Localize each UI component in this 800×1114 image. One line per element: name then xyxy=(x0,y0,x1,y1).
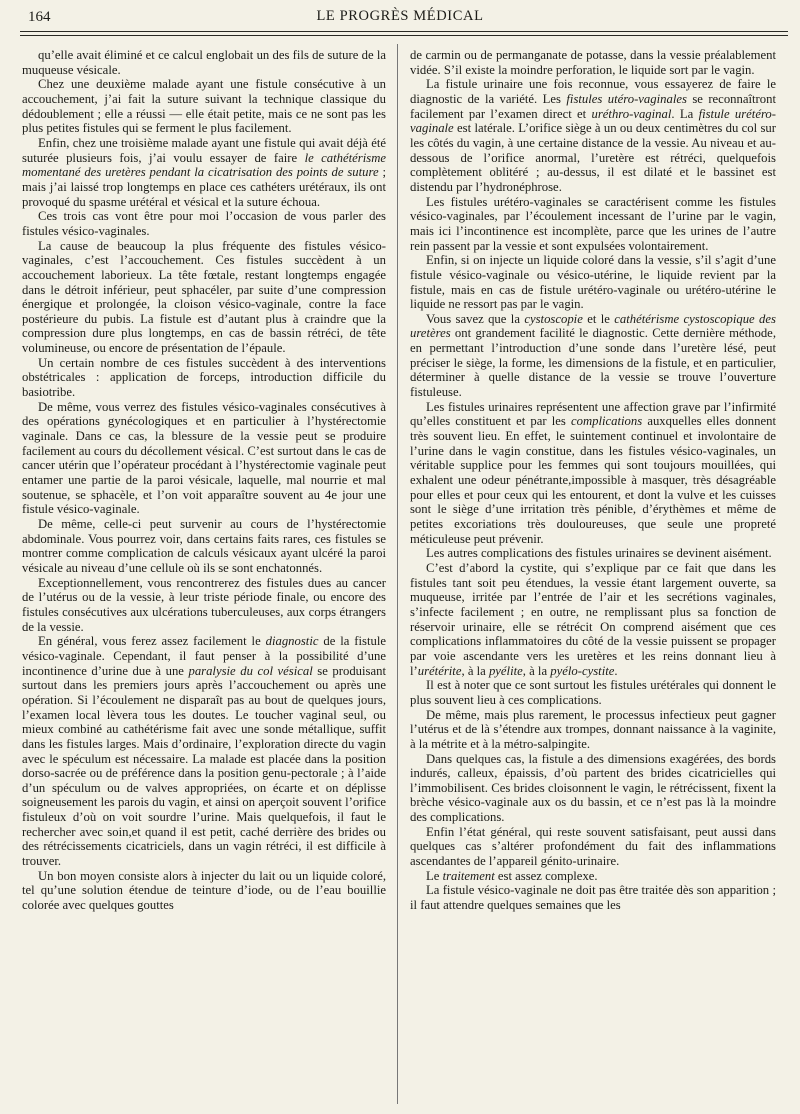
header-rule-thin xyxy=(20,35,788,36)
paragraph-text: Dans quelques cas, la fistule a des dimensions exagérées, des bords indurés, calleux, épaissis, d’où partent des brides cicatricielles qui l’immobilisent. Ces brides cloisonnent le vagin, le rétrécissent, fixent la brèche vésico-vaginale aux os du bassin, et ce n’est pas là la moindre des complications. xyxy=(410,751,776,825)
paragraph-text: Chez une deuxième malade ayant une fistule consécutive à un accouchement, j’ai fait la suture suivant la technique classique du dédoublement ; elle a réussi — elle était petite, mais ce ne sont pas les plus petites fistules qui se ferment le plus facilement. xyxy=(22,77,386,136)
paragraph-text: et le xyxy=(582,311,615,326)
paragraph-text: se produisant surtout dans les premiers jours après l’accouchement ou après une opération. Si l’écoulement ne disparaît pas au bout de quelques jours, l’examen local lèvera tous les doutes. Le toucher vaginal seul, ou mieux combiné au cathétérisme fait avec une sonde métallique, suffit dans les fistules larges. Mais d’ordinaire, l’exploration directe du vagin avec le spéculum est nécessaire. La malade est placée dans la position dorso-sacrée ou de préférence dans la position genu-pectorale ; à l’aide d’un spéculum ou de valves appropriées, on écarte et on déplisse soigneusement les parois du vagin, et ainsi on aperçoit souvent l’orifice fistuleux d’où on voit sourdre l’urine. Mais quelquefois, il faut le rechercher avec soin,et quand il est petit, caché derrière des brides ou des rétrécissements cicatriciels, dans un vagin rétréci, il est difficile à trouver. xyxy=(22,663,386,869)
right-column xyxy=(410,48,776,913)
paragraph-text: C’est d’abord la cystite, qui s’explique par ce fait que dans les fistules tant soit peu étendues, la vessie étant largement ouverte, sa muqueuse, irritée par l’entrée de l’air et les secrétions vaginales, s’infecte facilement ; en outre, ne remplissant plus sa fonction de réservoir urinaire, elle se rétrécit On comprend aisément que ces complications inflammatoires du côté de la vessie puissent se propager par voie ascendante vers les uretères et les reins donnant lieu à l’ xyxy=(410,560,776,678)
paragraph-text: . La xyxy=(671,106,699,121)
paragraph xyxy=(410,561,776,678)
paragraph xyxy=(22,239,386,356)
page-number: 164 xyxy=(28,9,51,25)
paragraph-text: Enfin, chez une troisième malade ayant une fistule qui avait déjà été suturée plusieurs fois, j’ai voulu essayer de faire xyxy=(22,135,386,165)
paragraph-text: La fistule urinaire une fois reconnue, vous essayerez de faire le diagnostic de la variété. Les xyxy=(410,77,776,106)
paragraph xyxy=(410,883,776,912)
paragraph-text: Les fistules urétéro-vaginales se caractérisent comme les fistules vésico-vaginales, par l’écoulement incessant de l’urine par le vagin, mais ici l’incontinence est incomplète, parce que les urines de l’autre rein passent par la vessie et sont expulsées volontairement. xyxy=(410,194,776,253)
italic-text: complications xyxy=(571,414,643,429)
paragraph-text: est latérale. L’orifice siège à un ou deux centimètres du col sur les côtés du vagin, à une certaine distance de la vessie. Au niveau et au-dessous de l’orifice anormal, l’uretère est rétréci, quelquefois complètement oblitéré ; au-dessus, il est dilaté et le bassinet est distendu par l’hydronéphrose. xyxy=(410,121,776,194)
paragraph xyxy=(410,400,776,547)
paragraph-text: De même, celle-ci peut survenir au cours de l’hystérectomie abdominale. Vous pourrez voir, dans certains faits rares, ces fistules se montrer comme complication de calculs vésicaux ayant ulcéré la paroi vésicale au niveau d’une cellule où ils se sont enchatonnés. xyxy=(22,517,386,575)
paragraph-text: Exceptionnellement, vous rencontrerez des fistules dues au cancer de l’utérus ou de la vessie, à leur triste période finale, ou encore des fistules consécutives aux ulcérations tuberculeuses, aux corps étrangers de la vessie. xyxy=(22,575,386,634)
paragraph-text: Vous savez que la xyxy=(426,311,525,326)
paragraph-text: Un bon moyen consiste alors à injecter du lait ou un liquide coloré, tel qu’une solution étendue de teinture d’iode, ou de l’eau bouillie colorée avec quelques gouttes xyxy=(22,868,386,913)
paragraph-text: qu’elle avait éliminé et ce calcul englobait un des fils de suture de la muqueuse vésicale. xyxy=(22,48,386,77)
italic-text: pyélo-cystite xyxy=(550,663,615,678)
paragraph xyxy=(22,136,386,209)
paragraph-text: de la fistule vésico-vaginale. Cependant, il faut penser à la possibilité d’une incontinence d’urine due à une xyxy=(22,634,386,678)
paragraph xyxy=(410,752,776,825)
paragraph xyxy=(22,576,386,635)
paragraph-text: , à la xyxy=(461,663,489,678)
paragraph xyxy=(410,869,776,884)
italic-text: paralysie du col vésical xyxy=(188,663,313,678)
paragraph-text: Enfin l’état général, qui reste souvent satisfaisant, peut aussi dans quelques cas s’altérer profondément du fait des inflammations ascendantes de l’appareil génito-urinaire. xyxy=(410,824,776,869)
paragraph-text: De même, vous verrez des fistules vésico-vaginales consécutives à des opérations gynécologiques et en particulier à l’hystérectomie vaginale. Dans ce cas, la blessure de la vessie peut se produire facilement au cours du décollement vésical. C’est surtout dans le cas de cancer utérin que l’opérateur procédant à l’hystérectomie vaginale peut entamer une partie de la paroi vésicale, laquelle, mal nourrie et mal soutenue, se sphacèle, et l’on voit apparaître souvent au 4e jour une fistule vésico-vaginale. xyxy=(22,399,386,517)
paragraph xyxy=(410,195,776,254)
italic-text: pyélite xyxy=(488,663,523,678)
paragraph xyxy=(410,546,776,561)
paragraph-text: Enfin, si on injecte un liquide coloré dans la vessie, s’il s’agit d’une fistule vésico-vaginale ou vésico-utérine, le liquide revient par la fistule, mais en cas de fistule urétéro-vaginale ou urétéro-utérine le liquide ne ressort pas par le vagin. xyxy=(410,253,776,312)
italic-text: uréthro-vaginal xyxy=(591,106,672,121)
italic-text: cathétérisme cystoscopique des uretères xyxy=(410,311,776,341)
paragraph xyxy=(22,634,386,869)
paragraph-text: auxquelles elles donnent très souvent lieu. En effet, le suintement continuel et involontaire de l’urine dans le vagin constitue, dans les fistules vésico-vaginales, un véritable supplice pour les femmes qui sont toujours mouillées, qui exhalent une odeur pénétrante,impossible à masquer, très désagréable pour elles et pour ceux qui les entourent, et dont la vulve et les cuisses sont le siège d’une irritation très pénible, d’érythèmes et même de petites excoriations très douloureuses, que seule une propreté méticuleuse peut prévenir. xyxy=(410,414,776,546)
header-rule-thick xyxy=(20,31,788,32)
page-header xyxy=(0,0,800,40)
paragraph-text: La fistule vésico-vaginale ne doit pas être traitée dès son apparition ; il faut attendre quelques semaines que les xyxy=(410,883,776,913)
paragraph xyxy=(22,869,386,913)
paragraph xyxy=(410,708,776,752)
paragraph-text: Le xyxy=(426,868,443,883)
italic-text: cystoscopie xyxy=(524,311,583,326)
italic-text: le cathétérisme momentané des uretères pendant la cicatrisation des points de suture xyxy=(22,150,387,180)
paragraph-text: De même, mais plus rarement, le processus infectieux peut gagner l’utérus et de là s’étendre aux trompes, donnant naissance à la vaginite, à la métrite et à la métro-salpingite. xyxy=(410,707,776,751)
paragraph-text: . xyxy=(614,663,618,678)
paragraph xyxy=(410,825,776,869)
paragraph-text: Ces trois cas vont être pour moi l’occasion de vous parler des fistules vésico-vaginales. xyxy=(22,209,386,238)
italic-text: fistule urétéro-vaginale xyxy=(410,106,776,136)
paragraph xyxy=(410,678,776,707)
italic-text: urétérite xyxy=(417,663,462,678)
paragraph-text: Un certain nombre de ces fistules succèdent à des interventions obstétricales : application de forceps, introduction difficile du basiotribe. xyxy=(22,355,386,400)
paragraph xyxy=(22,517,386,576)
left-column xyxy=(22,48,386,913)
paragraph xyxy=(22,77,386,136)
paragraph xyxy=(410,253,776,312)
italic-text: traitement xyxy=(442,868,495,883)
paragraph-text: de carmin ou de permanganate de potasse, dans la vessie préalablement vidée. S’il existe la moindre perforation, le liquide sort par le vagin. xyxy=(410,48,776,77)
paragraph-text: ont grandement facilité le diagnostic. Cette dernière méthode, en permettant l’introduction d’une sonde dans l’uretère lésé, peut préciser le siège, la forme, les dimensions de la fistule, et en particulier, déterminer à quelle distance de la vessie se trouve l’ouverture fistuleuse. xyxy=(410,326,776,400)
italic-text: fistules utéro-vaginales xyxy=(566,91,687,106)
paragraph-text: Les fistules urinaires représentent une affection grave par l’infirmité qu’elles constituent et par les xyxy=(410,399,776,429)
paragraph xyxy=(22,209,386,238)
paragraph xyxy=(410,77,776,194)
paragraph-text: se reconnaîtront facilement par l’examen direct et xyxy=(410,91,776,121)
column-divider xyxy=(397,44,398,1104)
running-title: LE PROGRÈS MÉDICAL xyxy=(316,8,484,24)
paragraph xyxy=(22,356,386,400)
paragraph xyxy=(410,48,776,77)
paragraph xyxy=(22,400,386,517)
paragraph-text: Il est à noter que ce sont surtout les fistules urétérales qui donnent le plus souvent lieu à ces complications. xyxy=(410,678,776,707)
paragraph-text: , à la xyxy=(522,663,551,678)
paragraph-text: ; mais j’ai laissé trop longtemps en place ces cathéters urétéraux, ils ont provoqué du spasme urétéral et vésical et la suture échoua. xyxy=(22,165,386,209)
paragraph-text: La cause de beaucoup la plus fréquente des fistules vésico-vaginales, c’est l’accouchement. Ces fistules succèdent à un accouchement laborieux. La tête fœtale, restant longtemps engagée dans le détroit inférieur, peut sphacéler, par suite d’une compression énergique et prolongée, la cloison vésico-vaginale, contre la face postérieure du pubis. La fistule est d’autant plus à craindre que la compression dure plus longtemps, en cas de bassin rétréci, de tête volumineuse, ou encore de présentation de l’épaule. xyxy=(22,238,386,356)
italic-text: diagnostic xyxy=(265,634,319,649)
paragraph xyxy=(410,312,776,400)
paragraph xyxy=(22,48,386,77)
paragraph-text: est assez complexe. xyxy=(494,868,598,883)
paragraph-text: Les autres complications des fistules urinaires se devinent aisément. xyxy=(426,546,772,561)
paragraph-text: En général, vous ferez assez facilement le xyxy=(38,634,266,649)
